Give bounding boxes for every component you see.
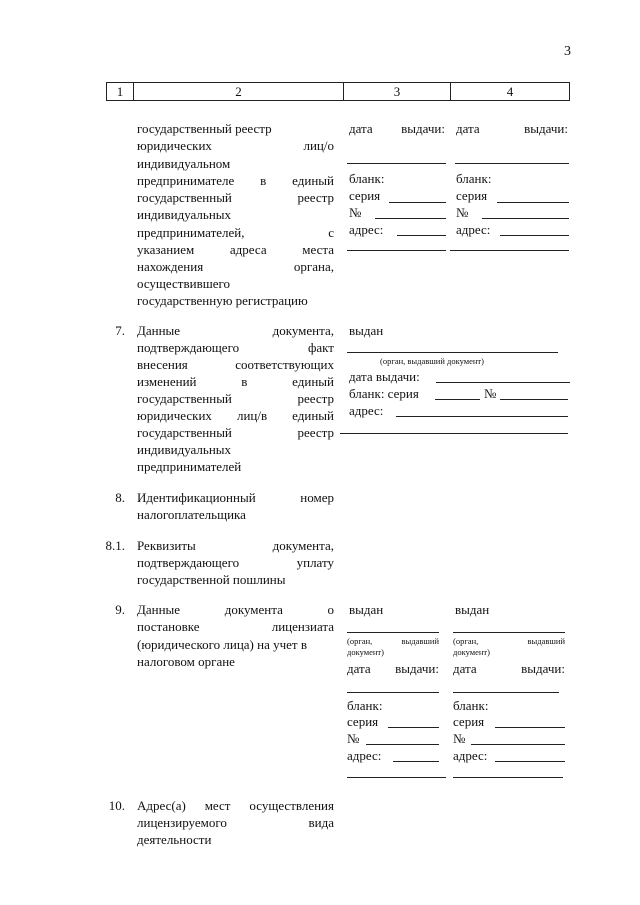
desc-line: Данные документа,	[137, 323, 334, 338]
blank-label: бланк:	[456, 171, 492, 186]
header-col-2: 2	[235, 84, 242, 99]
series-line	[389, 202, 446, 203]
address-label: адрес:	[349, 403, 384, 418]
desc-line: государственную регистрацию	[137, 293, 308, 308]
series-line	[497, 202, 569, 203]
desc-line: нахождения органа,	[137, 259, 334, 274]
issuer-hint-2: документ)	[453, 647, 490, 657]
desc-line: предпринимателе в единый	[137, 173, 334, 188]
address-line-2	[450, 250, 569, 251]
series-label: серия	[349, 188, 381, 203]
number-line	[375, 218, 446, 219]
issuer-line	[453, 632, 565, 633]
desc-line: государственный реестр	[137, 391, 334, 406]
desc-line: подтверждающего уплату	[137, 555, 334, 570]
date-issued-label: дата выдачи:	[349, 121, 445, 136]
issued-label: выдан	[349, 323, 384, 338]
desc-line: лицензируемого вида	[137, 815, 334, 830]
desc-line: внесения соответствующих	[137, 357, 334, 372]
series-label: серия	[453, 714, 485, 729]
series-label: серия	[347, 714, 379, 729]
address-line	[495, 761, 565, 762]
blank-label: бланк:	[349, 171, 385, 186]
desc-line: Адрес(а) мест осуществления	[137, 798, 334, 813]
number-label: №	[349, 205, 362, 220]
address-line	[396, 416, 568, 417]
series-line	[388, 727, 439, 728]
date-issued-label: дата выдачи:	[349, 369, 420, 384]
address-label: адрес:	[453, 748, 488, 763]
address-line	[397, 235, 446, 236]
desc-line: подтверждающего факт	[137, 340, 334, 355]
row-number: 9.	[115, 602, 125, 617]
date-issued-label: дата выдачи:	[456, 121, 568, 136]
date-issued-line	[455, 163, 569, 164]
number-label: №	[484, 386, 497, 401]
blank-label: бланк:	[347, 698, 383, 713]
desc-line: индивидуальных	[137, 207, 232, 222]
issuer-hint: (орган, выдавший документ)	[380, 356, 484, 366]
issuer-line	[347, 632, 439, 633]
date-issued-line	[347, 163, 446, 164]
row-number: 10.	[108, 798, 125, 813]
date-issued-label: дата выдачи:	[347, 661, 439, 676]
issuer-hint-2: документ)	[347, 647, 384, 657]
address-line-2	[340, 433, 568, 434]
blank-label: бланк:	[453, 698, 489, 713]
address-line-2	[453, 777, 563, 778]
table-header	[106, 82, 570, 101]
desc-line: государственный реестр	[137, 425, 334, 440]
desc-line: Реквизиты документа,	[137, 538, 334, 553]
row-number: 7.	[115, 323, 125, 338]
issuer-line	[347, 352, 558, 353]
series-label: серия	[456, 188, 488, 203]
series-line	[435, 399, 480, 400]
desc-line: государственный реестр	[137, 190, 334, 205]
desc-line: предпринимателей, с	[137, 225, 334, 240]
desc-line: деятельности	[137, 832, 212, 847]
desc-line: изменений в единый	[137, 374, 334, 389]
address-line	[393, 761, 439, 762]
header-col-1: 1	[116, 84, 124, 99]
desc-line: предпринимателей	[137, 459, 242, 474]
date-issued-line	[347, 692, 439, 693]
series-line	[495, 727, 565, 728]
desc-line: постановке лицензиата	[137, 619, 334, 634]
number-label: №	[456, 205, 469, 220]
desc-line: юридических лиц/о	[137, 138, 334, 153]
blank-series-label: бланк: серия	[349, 386, 419, 401]
desc-line: Данные документа о	[137, 602, 334, 617]
header-divider	[569, 83, 570, 100]
desc-line: налогоплательщика	[137, 507, 246, 522]
row-number: 8.1.	[105, 538, 125, 553]
desc-line: Идентификационный номер	[137, 490, 334, 505]
row-number: 8.	[115, 490, 125, 505]
desc-line: индивидуальных	[137, 442, 232, 457]
address-label: адрес:	[347, 748, 382, 763]
date-issued-line	[453, 692, 559, 693]
issued-label: выдан	[349, 602, 384, 617]
number-label: №	[347, 731, 360, 746]
date-issued-label: дата выдачи:	[453, 661, 565, 676]
desc-line: государственной пошлины	[137, 572, 286, 587]
page-number: 3	[564, 44, 571, 59]
number-label: №	[453, 731, 466, 746]
address-line-2	[347, 250, 446, 251]
header-col-3: 3	[393, 84, 401, 99]
address-line	[500, 235, 569, 236]
header-col-4: 4	[506, 84, 514, 99]
desc-line: индивидуальном	[137, 156, 231, 171]
desc-line: государственный реестр	[137, 121, 272, 136]
desc-line: осуществившего	[137, 276, 230, 291]
desc-line: (юридического лица) на учет в	[137, 637, 307, 652]
address-line-2	[347, 777, 446, 778]
address-label: адрес:	[349, 222, 384, 237]
issuer-hint: (орган, выдавший	[347, 636, 439, 646]
issuer-hint: (орган, выдавший	[453, 636, 565, 646]
number-line	[500, 399, 568, 400]
issued-label: выдан	[455, 602, 490, 617]
address-label: адрес:	[456, 222, 491, 237]
number-line	[471, 744, 565, 745]
number-line	[482, 218, 569, 219]
date-issued-line	[436, 382, 570, 383]
desc-line: указанием адреса места	[137, 242, 334, 257]
number-line	[366, 744, 439, 745]
desc-line: юридических лиц/в единый	[137, 408, 334, 423]
desc-line: налоговом органе	[137, 654, 235, 669]
